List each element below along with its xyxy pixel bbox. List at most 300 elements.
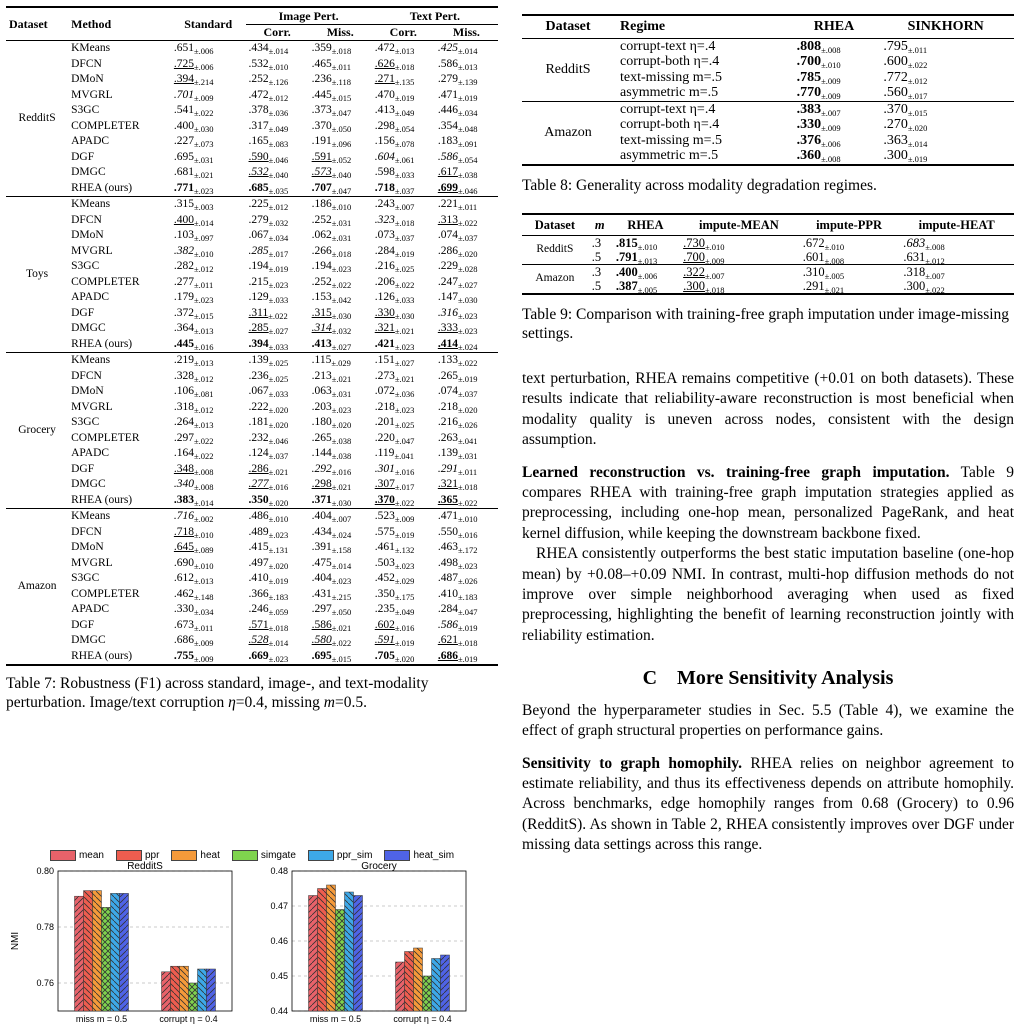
- value: .252: [248, 73, 269, 85]
- value-cell: [171, 400, 246, 416]
- value-cell: [309, 384, 372, 400]
- value: .686: [173, 634, 195, 646]
- value: .400: [615, 264, 638, 279]
- std-value: ±.009: [821, 91, 841, 102]
- value-cell: [435, 72, 498, 88]
- table-row: [6, 197, 498, 213]
- std-value: ±.023: [268, 529, 289, 540]
- std-value: ±.009: [821, 123, 841, 134]
- value-cell: [791, 70, 878, 86]
- chart-panel-reddits: [10, 861, 232, 1024]
- value: .470: [374, 88, 395, 101]
- value-cell: [791, 102, 878, 118]
- std-value: ±.041: [394, 451, 414, 461]
- value-cell: [309, 587, 372, 603]
- value: .532: [248, 166, 269, 178]
- value-cell: [246, 134, 309, 150]
- value-cell: [372, 415, 435, 431]
- bar-ppr: [84, 891, 93, 1011]
- value-cell: [877, 70, 1014, 86]
- std-value: ±.006: [821, 138, 841, 149]
- value: .330: [173, 603, 195, 615]
- value-cell: [435, 275, 498, 291]
- value-cell: [171, 509, 246, 525]
- value-cell: [435, 306, 498, 322]
- std-value: ±.011: [194, 622, 214, 633]
- std-value: ±.010: [457, 514, 478, 524]
- value: .232: [248, 431, 269, 444]
- value: .263: [437, 431, 458, 444]
- value: .265: [311, 431, 332, 444]
- value-cell: [246, 618, 309, 634]
- table-row: [6, 649, 498, 666]
- value: .314: [311, 322, 332, 334]
- value: .311: [248, 306, 269, 319]
- value-cell: [171, 259, 246, 275]
- value: .156: [374, 135, 395, 147]
- std-value: ±.009: [194, 653, 214, 664]
- value: .194: [311, 260, 332, 272]
- std-value: ±.083: [268, 139, 289, 149]
- table-9-caption: Table 9: Comparison with training-free graph imputation under image-missing settings.: [522, 306, 1010, 342]
- method-name: DFCN: [71, 369, 102, 382]
- table-row: [6, 119, 498, 135]
- value-cell: [372, 540, 435, 556]
- table-row: [6, 181, 498, 197]
- value-cell: [171, 384, 246, 400]
- method-name: DMoN: [71, 73, 104, 85]
- value-cell: [246, 103, 309, 119]
- value-cell: [435, 259, 498, 275]
- std-value: ±.013: [637, 255, 658, 266]
- std-value: ±.021: [394, 373, 415, 384]
- std-value: ±.009: [394, 514, 415, 524]
- value-cell: [435, 446, 498, 462]
- value: .532: [248, 57, 269, 70]
- value-cell: [435, 493, 498, 509]
- value: .472: [248, 88, 269, 101]
- heading-learned: Learned reconstruction vs. training-free graph imputation.: [522, 463, 950, 481]
- bar-mean: [309, 896, 318, 1012]
- std-value: ±.022: [457, 358, 478, 368]
- std-value: ±.018: [331, 46, 352, 56]
- value: .690: [173, 556, 195, 569]
- value-cell: [372, 165, 435, 181]
- table-row: [6, 259, 498, 275]
- value: .404: [311, 572, 332, 584]
- value-cell: [246, 275, 309, 291]
- value: .219: [173, 354, 195, 366]
- method-name: COMPLETER: [71, 431, 140, 444]
- table-row: [522, 279, 1014, 294]
- std-value: ±.078: [394, 139, 415, 149]
- value: .716: [173, 510, 195, 522]
- value-cell: [372, 353, 435, 369]
- std-value: ±.023: [331, 404, 352, 415]
- std-value: ±.017: [394, 482, 415, 492]
- value-cell: [435, 384, 498, 400]
- value: .236: [311, 73, 332, 85]
- std-value: ±.020: [907, 123, 928, 134]
- std-value: ±.148: [194, 591, 214, 602]
- value: .645: [173, 541, 195, 553]
- value-cell: [877, 118, 1014, 134]
- y-tick-label: 0.46: [270, 936, 288, 947]
- std-value: ±.132: [394, 545, 415, 555]
- value-cell: [171, 446, 246, 462]
- value: .297: [173, 431, 195, 444]
- value-cell: [435, 57, 498, 73]
- std-value: ±.022: [925, 284, 945, 295]
- legend-swatch: [308, 850, 334, 861]
- table-row: [6, 337, 498, 353]
- std-value: ±.024: [331, 529, 352, 540]
- std-value: ±.020: [457, 248, 478, 259]
- value-cell: [435, 165, 498, 181]
- value: .771: [173, 181, 195, 194]
- bar-mean: [162, 972, 171, 1011]
- method-name: S3GC: [71, 572, 100, 584]
- std-value: ±.046: [457, 185, 478, 196]
- value: .591: [311, 150, 332, 163]
- std-value: ±.008: [824, 255, 845, 266]
- y-tick-label: 0.47: [270, 901, 288, 912]
- regime-name: text-missing m=.5: [620, 69, 723, 85]
- value: .421: [374, 337, 395, 350]
- std-value: ±.020: [268, 497, 289, 508]
- chart-title: RedditS: [127, 861, 163, 873]
- std-value: ±.011: [194, 279, 214, 290]
- value: .270: [883, 117, 908, 133]
- value: .321: [374, 322, 395, 334]
- std-value: ±.097: [194, 233, 214, 243]
- value: .181: [248, 416, 269, 428]
- std-value: ±.059: [268, 607, 289, 617]
- std-value: ±.013: [457, 61, 478, 72]
- std-value: ±.023: [394, 404, 415, 415]
- std-value: ±.018: [268, 622, 289, 633]
- value-cell: [309, 462, 372, 478]
- value: .586: [311, 618, 332, 631]
- value-cell: [372, 337, 435, 353]
- std-value: ±.040: [331, 170, 352, 180]
- value: .321: [437, 478, 458, 490]
- value-cell: [372, 181, 435, 197]
- value: .601: [802, 249, 825, 264]
- table-8: [522, 14, 1014, 166]
- value: .126: [374, 291, 395, 303]
- legend-swatch: [171, 850, 197, 861]
- std-value: ±.019: [457, 92, 478, 103]
- value: .730: [683, 235, 705, 250]
- value: .252: [311, 275, 332, 288]
- std-value: ±.021: [331, 622, 352, 633]
- value-cell: [372, 633, 435, 649]
- value-cell: [309, 228, 372, 244]
- value: .315: [173, 198, 195, 210]
- value-cell: [372, 509, 435, 525]
- table-row: [6, 509, 498, 525]
- value: .246: [248, 603, 269, 615]
- y-tick-label: 0.80: [36, 866, 54, 877]
- std-value: ±.023: [194, 295, 214, 305]
- legend-label: mean: [78, 850, 104, 862]
- value: .333: [437, 322, 458, 334]
- value: .434: [311, 525, 332, 538]
- value: .590: [248, 150, 269, 163]
- value-cell: [372, 275, 435, 291]
- value: .415: [248, 541, 269, 553]
- std-value: ±.025: [394, 264, 415, 274]
- table-row: [6, 72, 498, 88]
- value-cell: [171, 119, 246, 135]
- std-value: ±.010: [821, 60, 841, 71]
- std-value: ±.030: [457, 295, 478, 305]
- method-name: DMGC: [71, 322, 106, 334]
- value-cell: [309, 337, 372, 353]
- value-cell: [246, 337, 309, 353]
- std-value: ±.081: [194, 389, 214, 399]
- value: .363: [883, 132, 908, 148]
- table-row: [6, 618, 498, 634]
- table-8-caption: Table 8: Generality across modality degradation regimes.: [522, 177, 877, 194]
- value-cell: [309, 213, 372, 229]
- value-cell: [246, 88, 309, 104]
- legend-label: ppr: [144, 850, 160, 862]
- method-name: APADC: [71, 135, 110, 147]
- value-cell: [309, 353, 372, 369]
- std-value: ±.010: [704, 241, 725, 252]
- value: .434: [248, 42, 269, 54]
- std-value: ±.019: [394, 529, 415, 540]
- value-cell: [246, 431, 309, 447]
- std-value: ±.135: [394, 77, 415, 87]
- std-value: ±.054: [394, 123, 415, 134]
- std-value: ±.016: [268, 482, 289, 492]
- value-cell: [372, 290, 435, 306]
- value-cell: [612, 236, 679, 251]
- table-row: [522, 236, 1014, 251]
- value-cell: [246, 57, 309, 73]
- std-value: ±.015: [194, 310, 214, 321]
- value: .550: [437, 525, 458, 538]
- bar-simgate: [189, 983, 198, 1011]
- value: .323: [374, 213, 395, 226]
- std-value: ±.014: [268, 638, 289, 648]
- value-cell: [309, 649, 372, 666]
- std-value: ±.016: [331, 466, 352, 477]
- std-value: ±.047: [331, 185, 352, 196]
- value: .216: [437, 416, 458, 428]
- std-value: ±.020: [394, 653, 415, 664]
- dataset-name: RedditS: [18, 111, 56, 124]
- std-value: ±.014: [268, 46, 289, 56]
- value: .298: [311, 478, 332, 490]
- table-row: [6, 228, 498, 244]
- value: .074: [437, 385, 458, 397]
- std-value: ±.025: [268, 358, 289, 368]
- method-name: DFCN: [71, 57, 102, 70]
- value-cell: [309, 400, 372, 416]
- value: .376: [796, 132, 822, 148]
- value-cell: [435, 400, 498, 416]
- table-row: [6, 275, 498, 291]
- std-value: ±.022: [394, 279, 415, 290]
- value: .124: [248, 447, 269, 459]
- regime-name: asymmetric m=.5: [620, 148, 719, 164]
- std-value: ±.007: [821, 107, 841, 118]
- regime-name: text-missing m=.5: [620, 132, 723, 148]
- value-cell: [877, 86, 1014, 102]
- value-cell: [171, 57, 246, 73]
- std-value: ±.023: [394, 341, 415, 352]
- std-value: ±.031: [331, 233, 352, 243]
- std-value: ±.010: [268, 61, 289, 72]
- value-cell: [435, 525, 498, 541]
- std-value: ±.016: [394, 622, 415, 633]
- bar-heat: [180, 966, 189, 1011]
- value-cell: [309, 633, 372, 649]
- value-cell: [372, 446, 435, 462]
- value-cell: [791, 39, 878, 55]
- value-cell: [246, 41, 309, 57]
- value: .330: [374, 306, 395, 319]
- value: .462: [173, 587, 195, 600]
- legend-swatch: [50, 850, 76, 861]
- chart-title: Grocery: [361, 861, 397, 873]
- std-value: ±.021: [194, 170, 214, 180]
- std-value: ±.021: [331, 373, 352, 384]
- legend-swatch: [232, 850, 258, 861]
- std-value: ±.013: [194, 420, 214, 430]
- std-value: ±.036: [394, 389, 415, 399]
- value: .201: [374, 416, 395, 428]
- m-value: .3: [591, 264, 602, 279]
- value: .573: [311, 166, 332, 178]
- t8-sinkhorn-header: SINKHORN: [907, 19, 984, 34]
- t8-rhea-header: RHEA: [813, 19, 855, 34]
- value-cell: [171, 88, 246, 104]
- t7-text-pert-header: Text Pert.: [372, 7, 498, 24]
- value: .685: [248, 181, 269, 194]
- bar-ppr_sim: [111, 894, 120, 1012]
- method-name: DMoN: [71, 385, 104, 397]
- t8-dataset-header: Dataset: [545, 19, 591, 34]
- value: .222: [248, 400, 269, 413]
- std-value: ±.021: [268, 466, 289, 477]
- value-cell: [309, 477, 372, 493]
- value: .410: [437, 587, 458, 600]
- table-row: [6, 446, 498, 462]
- value: .179: [173, 291, 195, 303]
- std-value: ±.008: [821, 44, 841, 55]
- value: .271: [374, 73, 395, 85]
- value: .600: [883, 54, 908, 70]
- value-cell: [435, 462, 498, 478]
- paragraph-1: text perturbation, RHEA remains competitive (+0.01 on both datasets). These results indicate that reliability-aware reconstruction is most beneficial when modality quality is uneven across nodes, consistent with the design assumption.: [522, 370, 1014, 449]
- value-cell: [372, 57, 435, 73]
- value-cell: [372, 41, 435, 57]
- value: .103: [173, 229, 195, 241]
- method-name: DMoN: [71, 229, 104, 241]
- value-cell: [171, 649, 246, 666]
- value: .067: [248, 229, 269, 241]
- std-value: ±.037: [268, 451, 289, 461]
- value-cell: [171, 134, 246, 150]
- legend-label: heat: [200, 850, 220, 862]
- std-value: ±.032: [331, 326, 352, 336]
- value: .286: [437, 244, 458, 257]
- value: .317: [248, 119, 269, 132]
- value: .153: [311, 291, 332, 303]
- value: .067: [248, 385, 269, 397]
- std-value: ±.017: [907, 91, 928, 102]
- table-row: [6, 556, 498, 572]
- y-axis-label: NMI: [10, 931, 21, 951]
- legend-item: [116, 850, 159, 861]
- value: .471: [437, 510, 458, 522]
- std-value: ±.018: [704, 284, 725, 295]
- std-value: ±.023: [194, 185, 214, 196]
- value: .465: [311, 57, 332, 70]
- value-cell: [899, 265, 1014, 280]
- std-value: ±.028: [457, 264, 478, 274]
- value-cell: [791, 55, 878, 71]
- value: .461: [374, 541, 395, 553]
- value-cell: [372, 384, 435, 400]
- value-cell: [171, 477, 246, 493]
- std-value: ±.049: [394, 607, 415, 617]
- value-cell: [679, 265, 799, 280]
- value-cell: [372, 213, 435, 229]
- value: .580: [311, 634, 332, 646]
- value-cell: [435, 540, 498, 556]
- std-value: ±.023: [331, 576, 352, 586]
- value: .229: [437, 260, 458, 272]
- value: .213: [311, 369, 332, 382]
- value-cell: [171, 150, 246, 166]
- std-value: ±.008: [925, 241, 945, 252]
- value-cell: [171, 369, 246, 385]
- std-value: ±.017: [268, 248, 289, 259]
- value: .315: [311, 306, 332, 319]
- value: .472: [374, 42, 395, 54]
- std-value: ±.016: [194, 341, 214, 352]
- method-name: MVGRL: [71, 244, 113, 257]
- std-value: ±.009: [194, 92, 214, 103]
- chart-panel-grocery: [270, 861, 466, 1024]
- std-value: ±.027: [457, 279, 478, 290]
- value: .528: [248, 634, 269, 646]
- value: .072: [374, 385, 395, 397]
- value-cell: [246, 649, 309, 666]
- value: .073: [374, 229, 395, 241]
- value: .310: [802, 264, 825, 279]
- y-tick-label: 0.44: [270, 1006, 288, 1017]
- value-cell: [435, 213, 498, 229]
- value-cell: [171, 337, 246, 353]
- value-cell: [171, 244, 246, 260]
- std-value: ±.014: [457, 46, 478, 56]
- value: .391: [311, 541, 332, 553]
- std-value: ±.050: [331, 607, 352, 617]
- method-name: APADC: [71, 291, 110, 303]
- std-value: ±.007: [925, 270, 945, 281]
- std-value: ±.183: [457, 591, 478, 602]
- table-row: [522, 39, 1014, 55]
- value: .541: [173, 104, 195, 116]
- value-cell: [309, 275, 372, 291]
